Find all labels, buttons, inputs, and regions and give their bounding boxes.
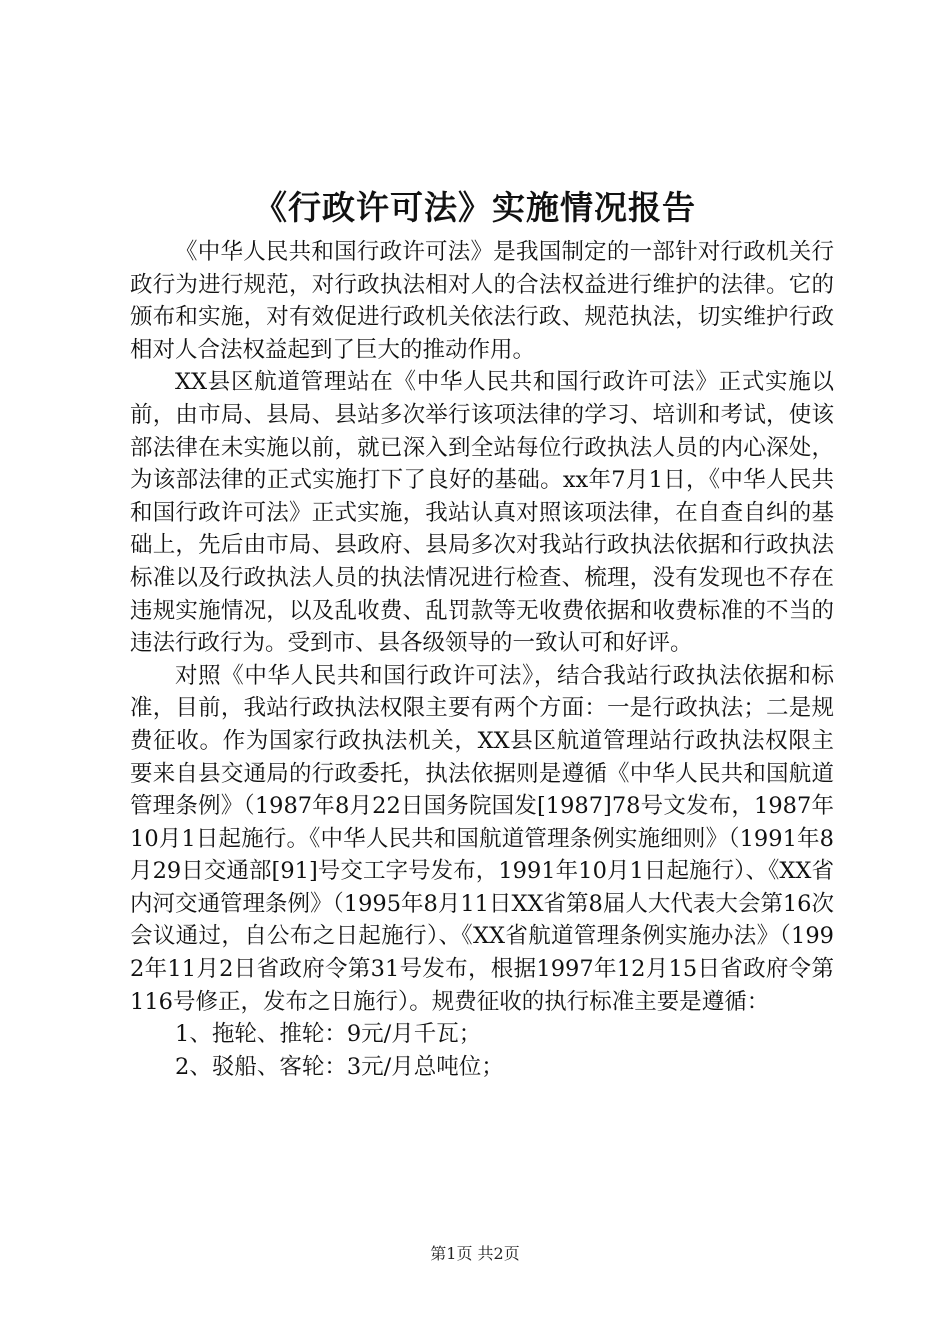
paragraph-enforcement-basis: 对照《中华人民共和国行政许可法》，结合我站行政执法依据和标准，目前，我站行政执法权限主要有两个方面：一是行政执法；二是规费征收。作为国家行政执法机关，XX县区航道管理站行政执法权限主要来自县交通局的行政委托，执法依据则是遵循《中华人民共和国航道管理条例》（1987年8月22日国务院国发[1987]78号文发布，1987年10月1日起施行。《中华人民共和国航道管理条例实施细则》（1991年8月29日交通部[91]号交工字号发布，1991年10月1日起施行）、《XX省内河交通管理条例》（1995年8月11日XX省第8届人大代表大会第16次会议通过，自公布之日起施行）、《XX省航道管理条例实施办法》（1992年11月2日省政府令第31号发布，根据1997年12月15日省政府令第116号修正，发布之日施行）。规费征收的执行标准主要是遵循：: [130, 662, 834, 1015]
paragraph-intro: 《中华人民共和国行政许可法》是我国制定的一部针对行政机关行政行为进行规范，对行政执法相对人的合法权益进行维护的法律。它的颁布和实施，对有效促进行政机关依法行政、规范执法，切实维护行政相对人合法权益起到了巨大的推动作用。: [130, 239, 834, 363]
document-title: 《行政许可法》实施情况报告: [254, 188, 696, 227]
document-body: [130, 236, 834, 1083]
fee-list-item: 2、驳船、客轮：3元/月总吨位；: [175, 1053, 504, 1080]
fee-list-item: 1、拖轮、推轮：9元/月千瓦；: [175, 1021, 482, 1048]
paragraph-implementation: XX县区航道管理站在《中华人民共和国行政许可法》正式实施以前，由市局、县局、县站多次举行该项法律的学习、培训和考试，使该部法律在未实施以前，就已深入到全站每位行政执法人员的内心深处，为该部法律的正式实施打下了良好的基础。xx年7月1日，《中华人民共和国行政许可法》正式实施，我站认真对照该项法律，在自查自纠的基础上，先后由市局、县政府、县局多次对我站行政执法依据和行政执法标准以及行政执法人员的执法情况进行检查、梳理，没有发现也不存在违规实施情况，以及乱收费、乱罚款等无收费依据和收费标准的不当的违法行政行为。受到市、县各级领导的一致认可和好评。: [130, 369, 834, 657]
page-footer: 第1页 共2页: [430, 1244, 520, 1263]
